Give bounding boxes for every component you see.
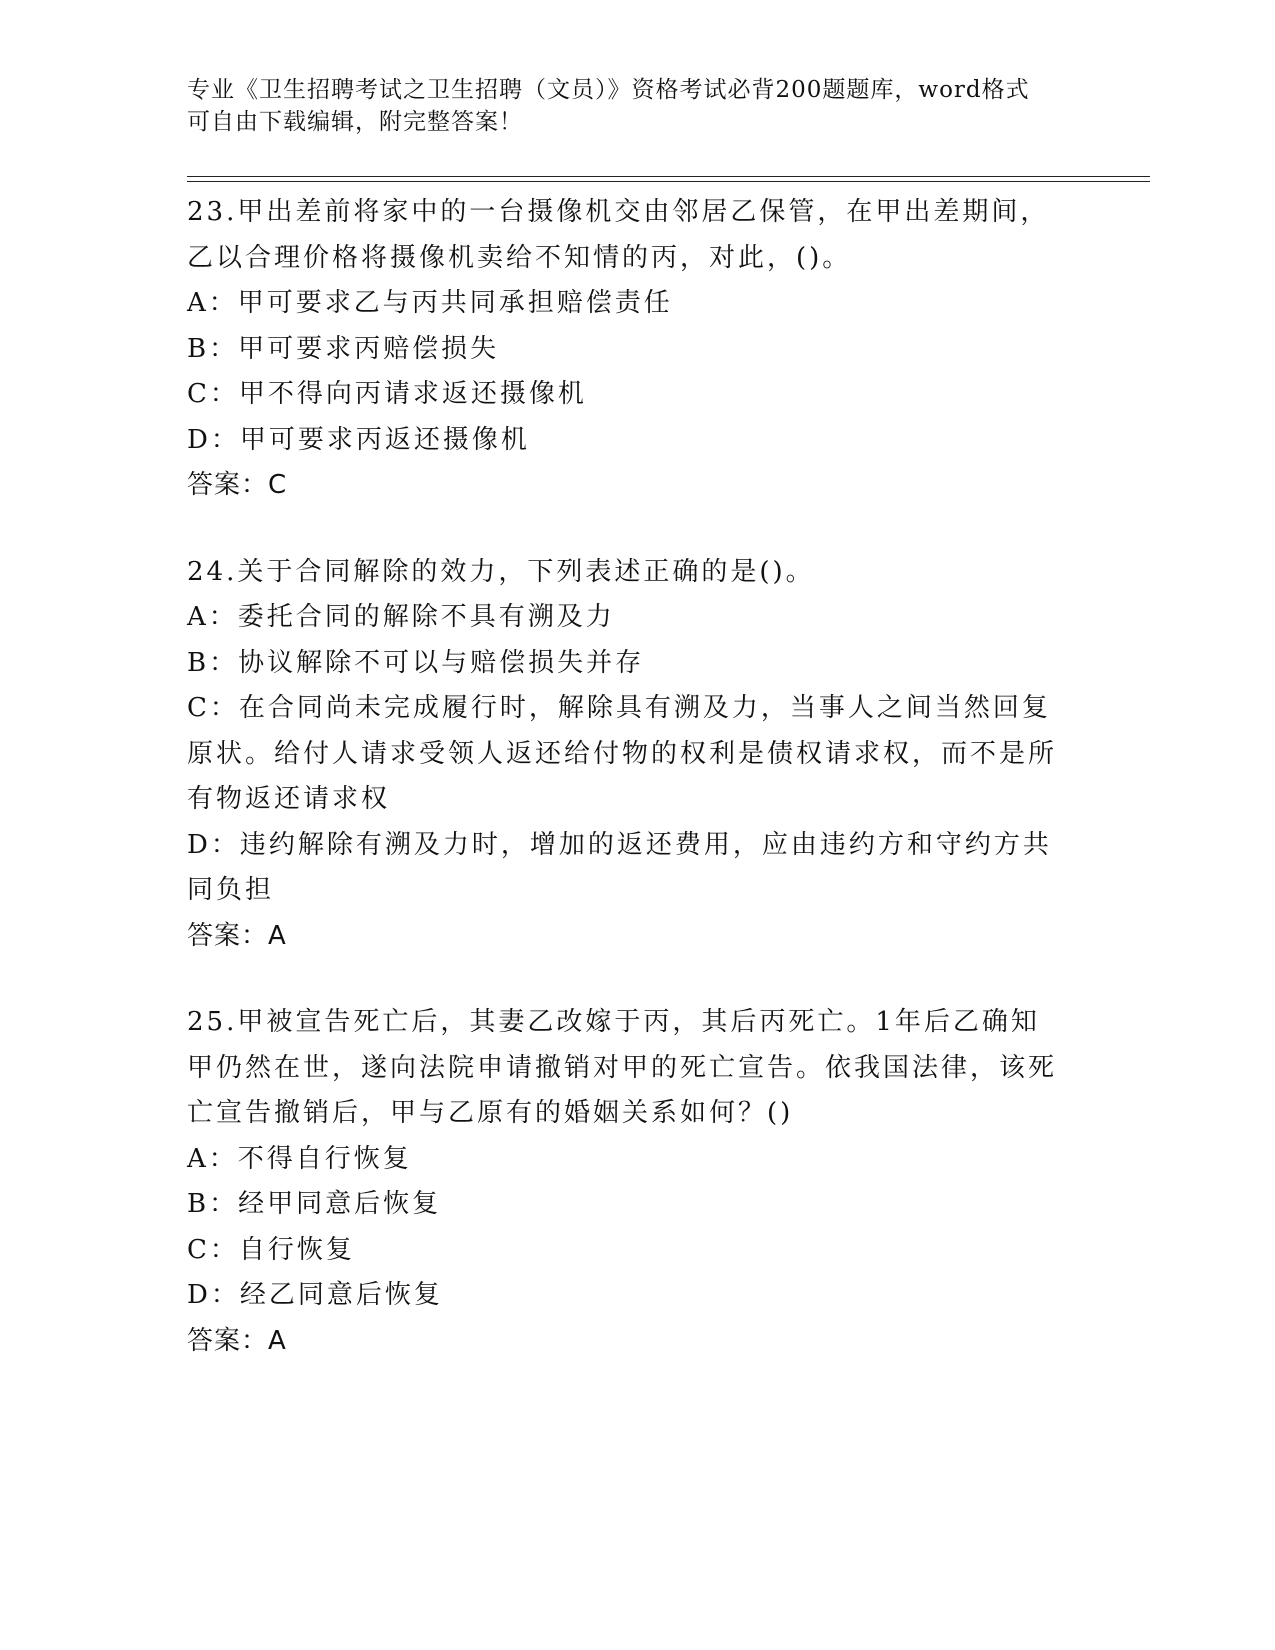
option-d: D：甲可要求丙返还摄像机 <box>187 424 530 455</box>
question-text: 23.甲出差前将家中的一台摄像机交由邻居乙保管，在甲出差期间，乙以合理价格将摄像机卖给不知情的丙，对此，()。 <box>187 197 1050 273</box>
header-line-2: 可自由下载编辑，附完整答案！ <box>187 109 523 135</box>
option-a: A：甲可要求乙与丙共同承担赔偿责任 <box>187 288 673 318</box>
option-a: A：委托合同的解除不具有溯及力 <box>187 602 615 632</box>
question-24 <box>187 550 1067 960</box>
option-b: B：甲可要求丙赔偿损失 <box>187 333 500 364</box>
header-divider-top <box>187 176 1150 177</box>
question-23 <box>187 190 1067 509</box>
option-d: D：违约解除有溯及力时，增加的返还费用，应由违约方和守约方共同负担 <box>187 829 1052 905</box>
header-line-1: 专业《卫生招聘考试之卫生招聘（文员）》资格考试必背200题题库，word格式 <box>187 77 1030 103</box>
answer-line: 答案：A <box>187 920 287 951</box>
document-header <box>187 74 1067 138</box>
answer-line: 答案：C <box>187 470 288 500</box>
header-divider-bottom <box>187 181 1150 182</box>
question-25 <box>187 1000 1067 1364</box>
question-text: 25.甲被宣告死亡后，其妻乙改嫁于丙，其后丙死亡。1年后乙确知甲仍然在世，遂向法院申请撤销对甲的死亡宣告。依我国法律，该死亡宣告撤销后，甲与乙原有的婚姻关系如何？() <box>187 1007 1058 1128</box>
question-text: 24.关于合同解除的效力，下列表述正确的是()。 <box>187 556 815 587</box>
option-b: B：协议解除不可以与赔偿损失并存 <box>187 647 645 678</box>
option-d: D：经乙同意后恢复 <box>187 1280 443 1310</box>
question-list <box>187 190 1067 1405</box>
option-c: C：甲不得向丙请求返还摄像机 <box>187 379 587 409</box>
answer-line: 答案：A <box>187 1325 287 1356</box>
option-a: A：不得自行恢复 <box>187 1143 412 1174</box>
option-c: C：自行恢复 <box>187 1234 355 1265</box>
option-c: C：在合同尚未完成履行时，解除具有溯及力，当事人之间当然回复原状。给付人请求受领人返还给付物的权利是债权请求权，而不是所有物返还请求权 <box>187 693 1058 814</box>
option-b: B：经甲同意后恢复 <box>187 1189 442 1219</box>
